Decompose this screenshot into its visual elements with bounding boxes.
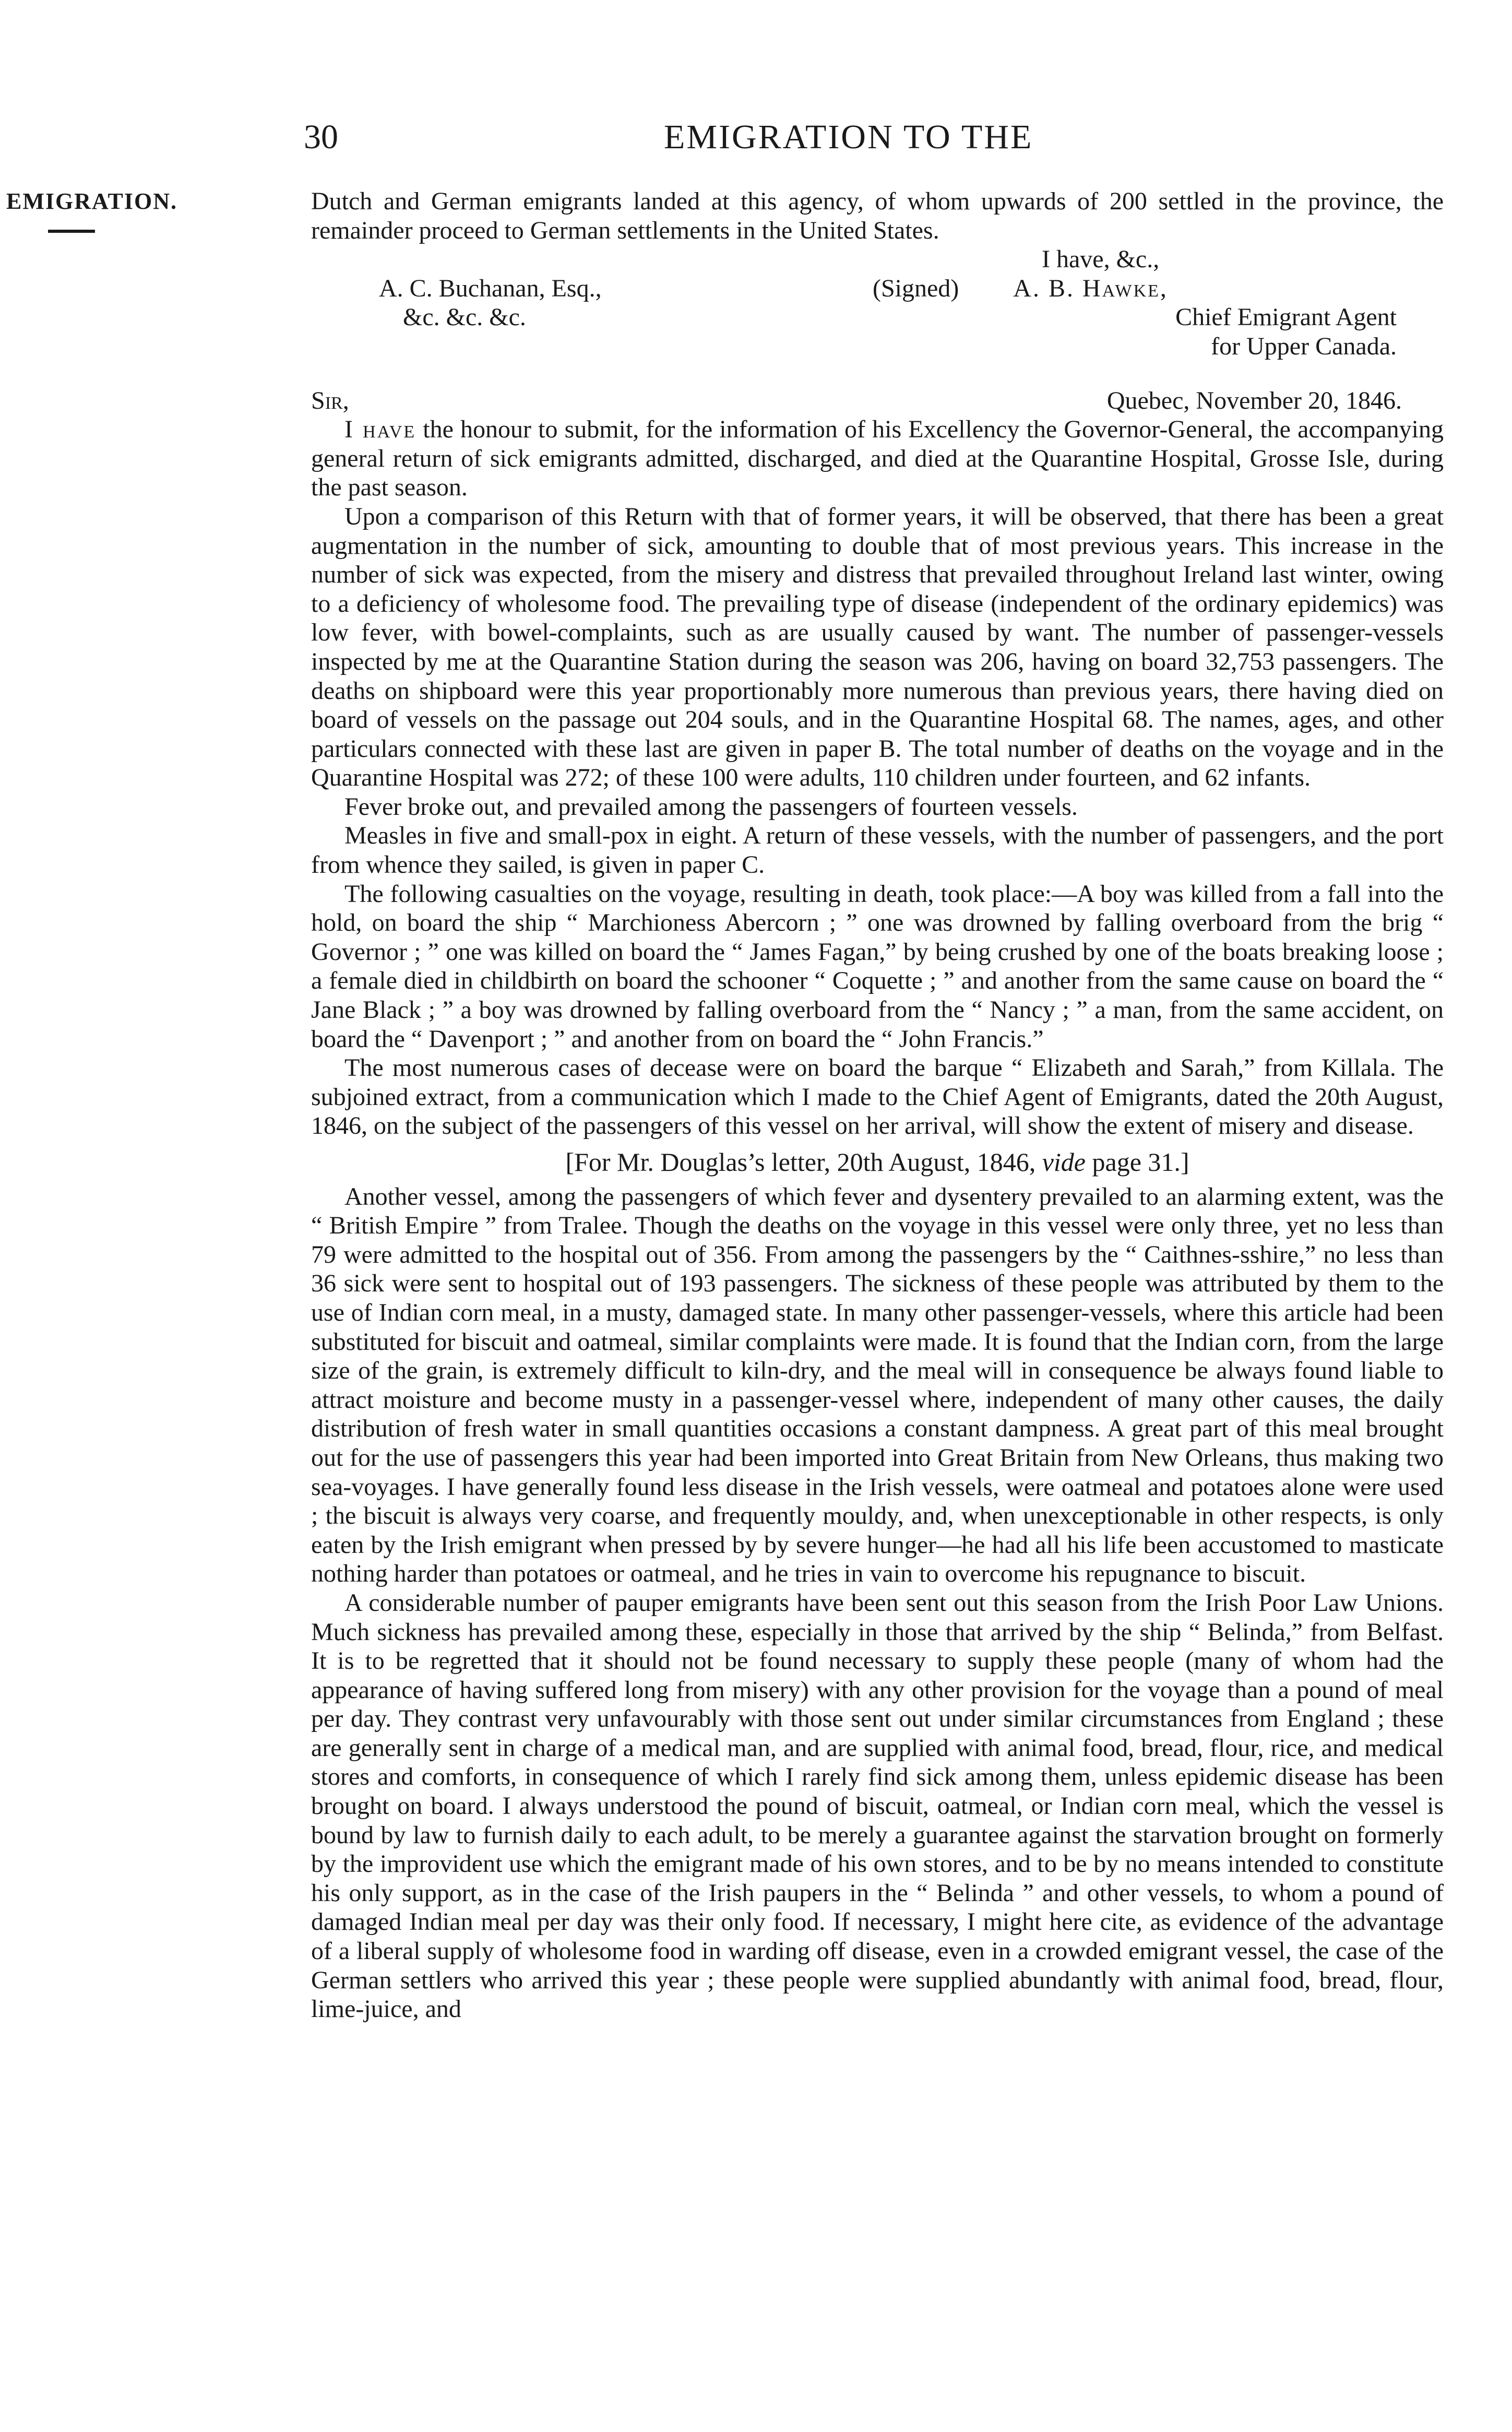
bracket-post: page 31.] — [1086, 1147, 1189, 1177]
running-head: EMIGRATION TO THE — [664, 118, 1033, 156]
paragraph-8: A considerable number of pauper emigrants have been sent out this season from the Irish Poor Law Unions. Much sickness has prevailed among these, especially in those that arrived by the ship “ Belinda,” from Belfast. It is to be regretted that it should not be found necessary to supply these people (many of whom had the appearance of having suffered long from misery) with any other provision for the voyage than a pound of meal per day. They contrast very unfavourably with those sent out under similar circumstances from England ; these are generally sent in charge of a medical man, and are supplied with animal food, bread, flour, rice, and medical stores and comforts, in consequence of which I rarely find sick among them, unless epidemic disease has been brought on board. I always understood the pound of biscuit, oatmeal, or Indian corn meal, which the vessel is bound by law to furnish daily to each adult, to be merely a guarantee against the starvation brought on formerly by the improvident use which the emigrant made of his own stores, and to be by no means intended to constitute his only support, as in the case of the Irish paupers in the “ Belinda ” and other vessels, to whom a pound of damaged Indian meal per day was their only food. If necessary, I might here cite, as evidence of the advantage of a liberal supply of wholesome food in warding off disease, even in a crowded emigrant vessel, the case of the German settlers who arrived this year ; these people were supplied abundantly with animal food, bread, flour, lime-juice, and — [311, 1588, 1444, 2023]
addressee-etc: &c. &c. &c. — [403, 303, 526, 331]
body-text — [311, 187, 1444, 2024]
paragraph-4: Measles in five and small-pox in eight. A return of these vessels, with the number of passengers, and the port from whence they sailed, is given in paper C. — [311, 822, 1444, 879]
paragraph-7: Another vessel, among the passengers of which fever and dysentery prevailed to an alarming extent, was the “ British Empire ” from Tralee. Though the deaths on the voyage in this vessel were only three, yet no less than 79 were admitted to the hospital out of 356. From among the passengers by the “ Caithnes-sshire,” no less than 36 sick were sent to hospital out of 193 passengers. The sickness of these people was attributed by them to the use of Indian corn meal, in a musty, damaged state. In many other passenger-vessels, where this article had been substituted for biscuit and oatmeal, similar complaints were made. It is found that the Indian corn, from the large size of the grain, is extremely difficult to kiln-dry, and the meal will in consequence be always found liable to attract moisture and become musty in a passenger-vessel where, independent of many other causes, the daily distribution of fresh water in small quantities occasions a constant dampness. A great part of this meal brought out for the use of passengers this year had been imported into Great Britain from New Orleans, thus making two sea-voyages. I have generally found less disease in the Irish vessels, were oatmeal and potatoes alone were used ; the biscuit is always very coarse, and frequently mouldy, and, when unexceptionable in other respects, is only eaten by the Irish emigrant when pressed by by severe hunger—he had all his life been accustomed to masticate nothing harder than potatoes or oatmeal, and he tries in vain to overcome his repugnance to biscuit. — [311, 1182, 1444, 1588]
bracket-vide: vide — [1042, 1147, 1086, 1177]
paragraph-1 — [311, 415, 1444, 502]
paragraph-5: The following casualties on the voyage, resulting in death, took place:—A boy was killed from a fall into the hold, on board the ship “ Marchioness Abercorn ; ” one was drowned by falling overboard from the brig “ Governor ; ” one was killed on board the “ James Fagan,” by being crushed by one of the boats breaking loose ; a female died in childbirth on board the schooner “ Coquette ; ” and another from the same cause on board the “ Jane Black ; ” a boy was drowned by falling overboard from the “ Nancy ; ” a man, from the same accident, on board the “ Davenport ; ” and another from on board the “ John Francis.” — [311, 880, 1444, 1053]
salutation-line — [311, 386, 1444, 416]
addressee-name: A. C. Buchanan, Esq., — [379, 274, 602, 302]
signer-title: Chief Emigrant Agent — [1175, 303, 1397, 331]
signer-name: A. B. Hawke, — [1013, 274, 1168, 302]
place-date: Quebec, November 20, 1846. — [1106, 386, 1402, 414]
signature-block — [311, 245, 1444, 361]
closing-phrase: I have, &c., — [1042, 245, 1160, 274]
bracket-reference — [311, 1148, 1444, 1177]
opening-word: I have — [344, 416, 416, 444]
salutation: Sir, — [311, 386, 349, 414]
paragraph-1-text: the honour to submit, for the information of his Excellency the Governor-General, the accompanying general return of sick emigrants admitted, discharged, and died at the Quarantine Hospital, Grosse Isle, during the past season. — [311, 416, 1444, 502]
paragraph-6: The most numerous cases of decease were on board the barque “ Elizabeth and Sarah,” from Killala. The subjoined extract, from a communication which I made to the Chief Agent of Emigrants, dated the 20th August, 1846, on the subject of the passengers of this vessel on her arrival, will show the extent of misery and disease. — [311, 1054, 1444, 1140]
margin-note: EMIGRATION. — [6, 188, 177, 214]
signer-title-2: for Upper Canada. — [1211, 332, 1397, 360]
paragraph-3: Fever broke out, and prevailed among the passengers of fourteen vessels. — [344, 792, 1078, 821]
letter-continuation: Dutch and German emigrants landed at this agency, of whom upwards of 200 settled in the province, the remainder proceed to German settlements in the United States. — [311, 187, 1444, 244]
page-number: 30 — [304, 118, 338, 156]
signed-label: (Signed) — [872, 274, 959, 302]
signed-line — [873, 274, 1444, 303]
bracket-pre: [For Mr. Douglas’s letter, 20th August, 1846, — [565, 1147, 1042, 1177]
paragraph-2: Upon a comparison of this Return with that of former years, it will be observed, that there has been a great augmentation in the number of sick, amounting to double that of most previous years. This increase in the number of sick was expected, from the misery and distress that prevailed throughout Ireland last winter, owing to a deficiency of wholesome food. The prevailing type of disease (independent of the ordinary epidemics) was low fever, with bowel-complaints, such as are usually caused by want. The number of passenger-vessels inspected by me at the Quarantine Station during the season was 206, having on board 32,753 passengers. The deaths on shipboard were this year proportionably more numerous than previous years, there having died on board of vessels on the passage out 204 souls, and in the Quarantine Hospital 68. The names, ages, and other particulars connected with these last are given in paper B. The total number of deaths on the voyage and in the Quarantine Hospital was 272; of these 100 were adults, 110 children under fourteen, and 62 infants. — [311, 502, 1444, 792]
margin-dash — [48, 230, 95, 233]
